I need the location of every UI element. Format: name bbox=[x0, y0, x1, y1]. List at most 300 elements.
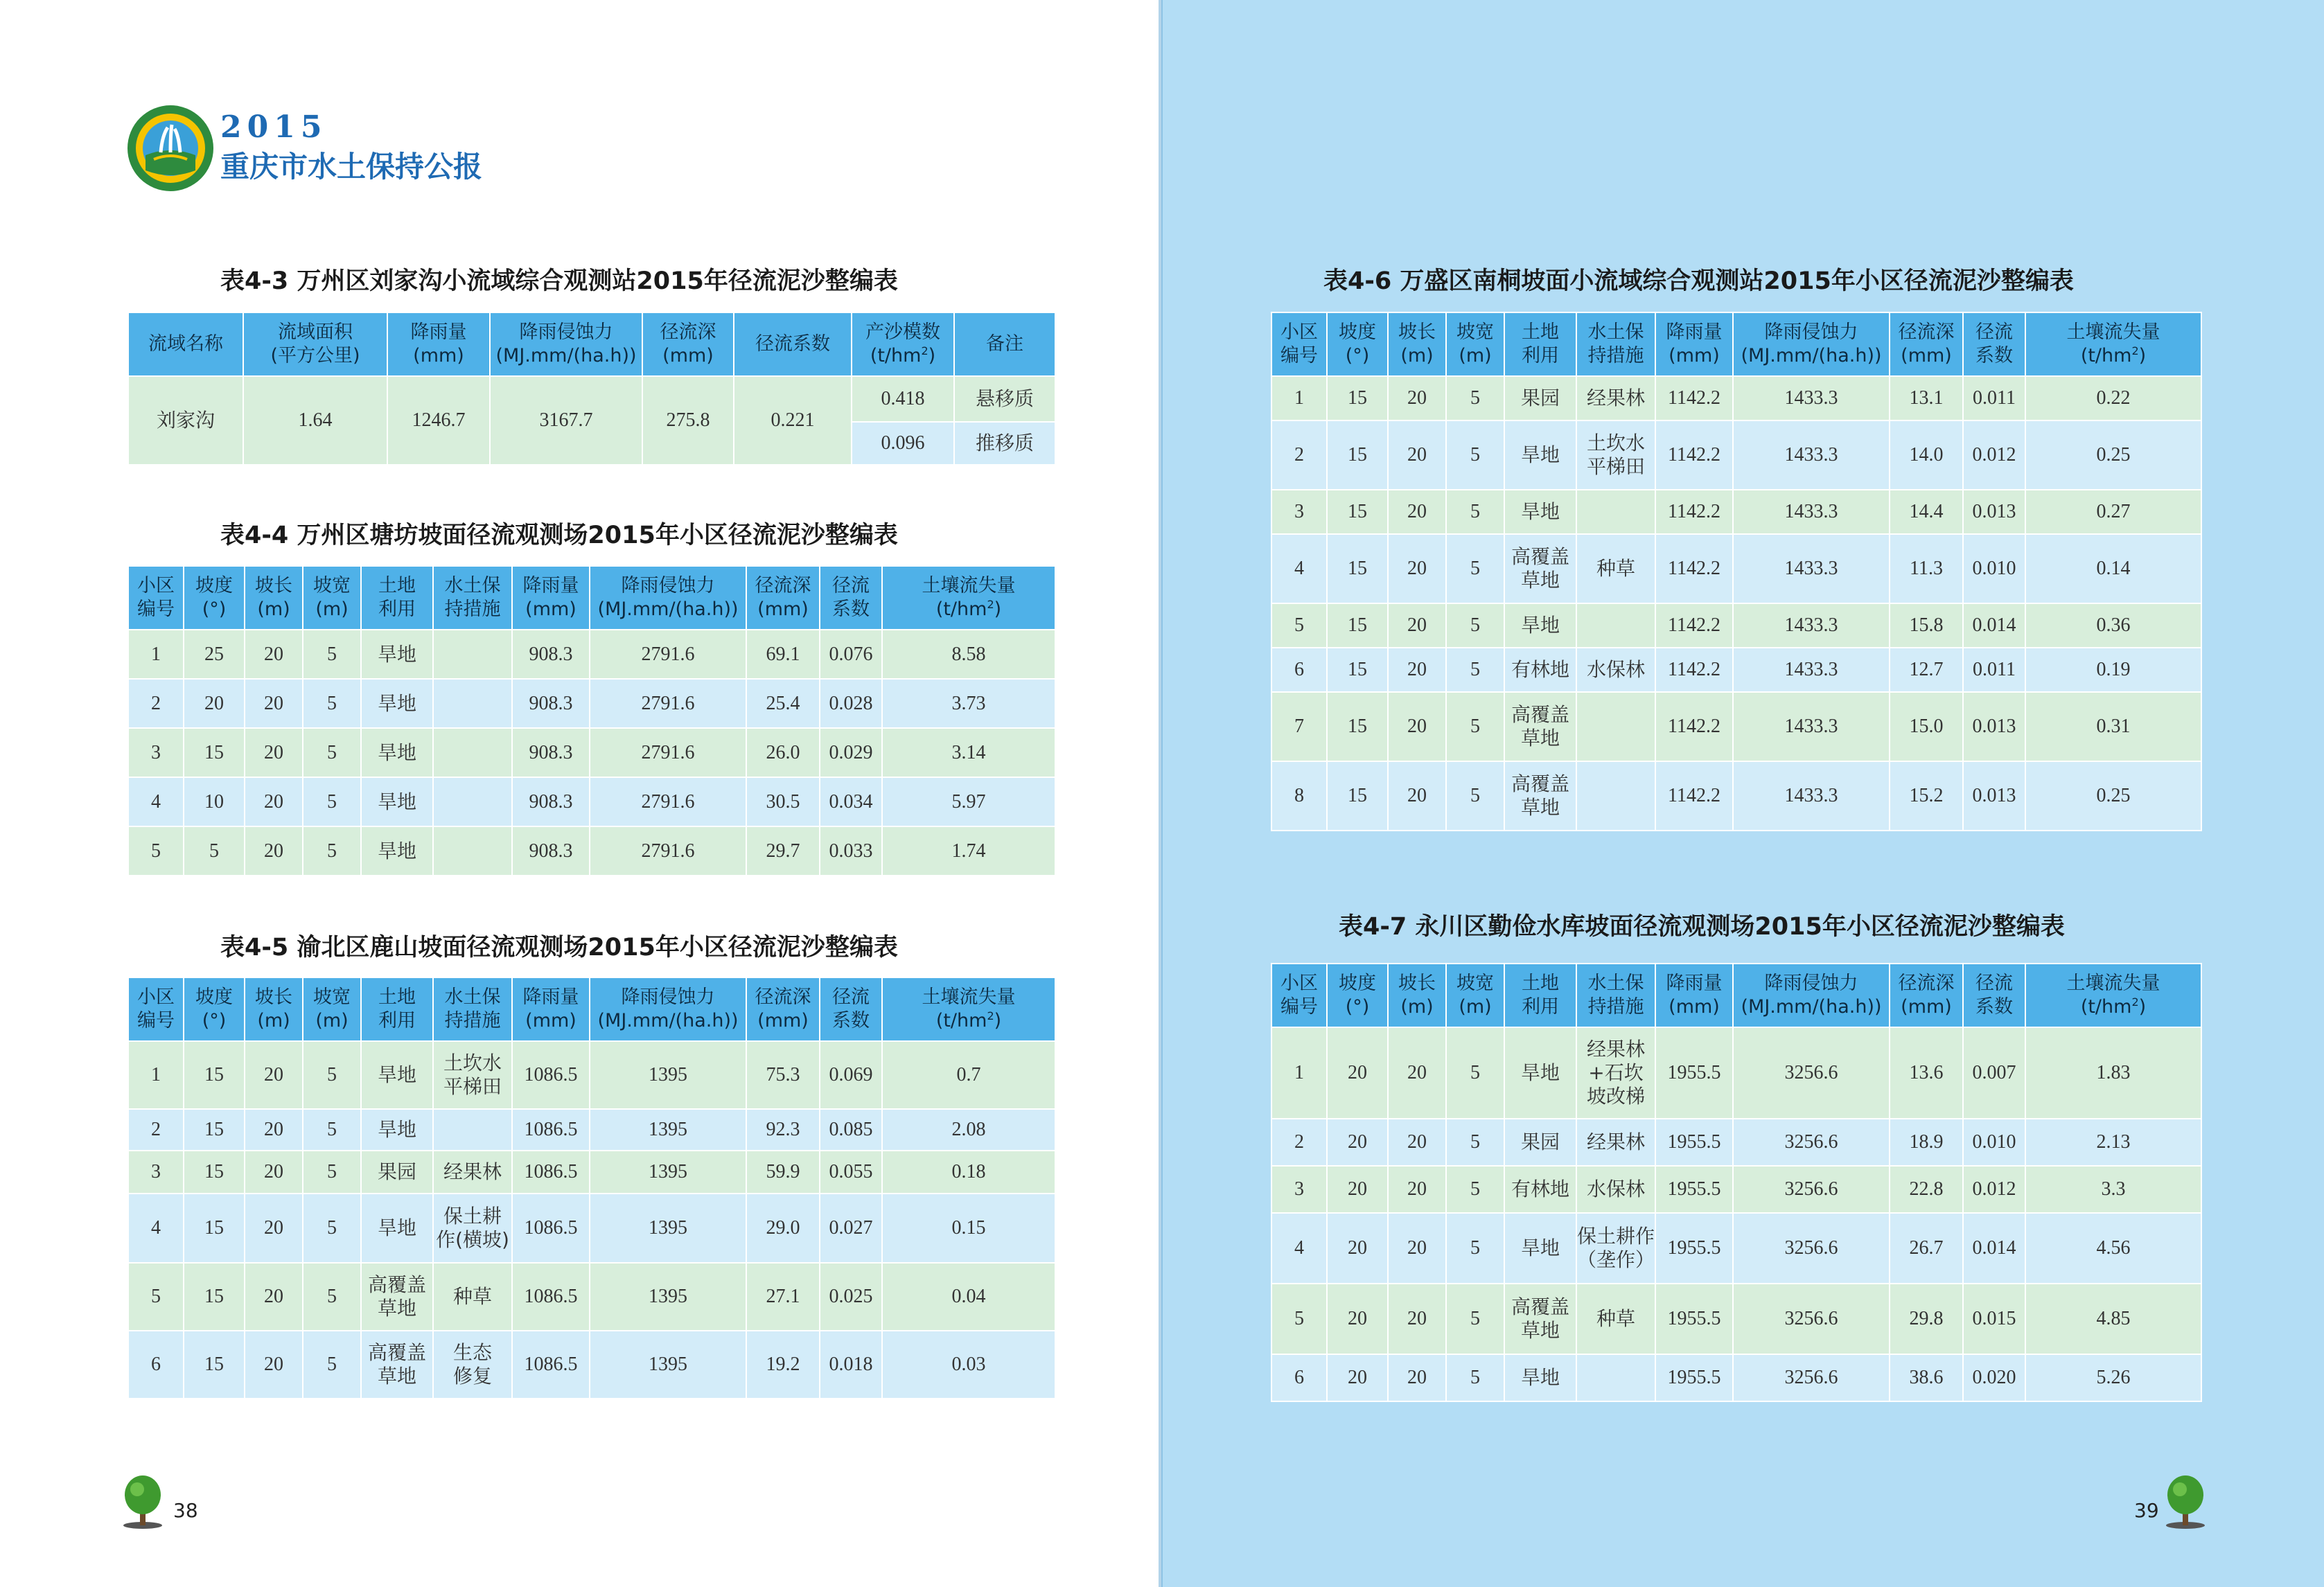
table-cell: 旱地 bbox=[1504, 603, 1576, 648]
header-cell: 备注 bbox=[954, 312, 1055, 376]
table-cell: 20 bbox=[245, 1194, 303, 1263]
table-cell: 20 bbox=[1388, 1166, 1446, 1213]
table-cell: 20 bbox=[245, 1331, 303, 1399]
header-cell: 坡宽 (m) bbox=[303, 566, 361, 630]
table-cell: 20 bbox=[245, 1041, 303, 1109]
table-cell: 5 bbox=[1446, 761, 1504, 831]
table-cell: 1433.3 bbox=[1733, 534, 1890, 603]
table-cell bbox=[433, 630, 512, 679]
book-spine bbox=[1159, 0, 1163, 1587]
table-cell: 5 bbox=[184, 826, 245, 876]
table-cell: 5 bbox=[303, 679, 361, 728]
table-cell: 38.6 bbox=[1890, 1354, 1963, 1401]
table-4-6-caption: 表4-6 万盛区南桐坡面小流域综合观测站2015年小区径流泥沙整编表 bbox=[1323, 267, 2074, 295]
table-cell: 0.028 bbox=[820, 679, 882, 728]
table-cell: 5 bbox=[303, 1109, 361, 1151]
table-cell: 旱地 bbox=[361, 1194, 433, 1263]
table-cell: 1433.3 bbox=[1733, 603, 1890, 648]
table-cell: 3.14 bbox=[882, 728, 1055, 777]
table-cell: 5 bbox=[1446, 490, 1504, 534]
table-cell: 59.9 bbox=[746, 1151, 820, 1194]
table-row bbox=[128, 1331, 1055, 1399]
table-cell: 15 bbox=[184, 1041, 245, 1109]
table-cell: 有林地 bbox=[1504, 1166, 1576, 1213]
table-cell: 15.0 bbox=[1890, 692, 1963, 761]
table-row bbox=[1271, 1119, 2201, 1166]
table-cell: 1086.5 bbox=[512, 1194, 590, 1263]
table-cell: 20 bbox=[1388, 534, 1446, 603]
table-cell: 20 bbox=[245, 630, 303, 679]
table-cell: 0.25 bbox=[2025, 420, 2201, 490]
table-cell: 13.6 bbox=[1890, 1027, 1963, 1119]
table-cell: 908.3 bbox=[512, 728, 590, 777]
table-cell: 5 bbox=[1446, 1027, 1504, 1119]
table-cell: 15 bbox=[1327, 603, 1388, 648]
table-cell: 1.74 bbox=[882, 826, 1055, 876]
table-cell: 2 bbox=[128, 679, 184, 728]
table-row bbox=[128, 1194, 1055, 1263]
table-cell: 5.97 bbox=[882, 777, 1055, 826]
table-cell: 旱地 bbox=[361, 777, 433, 826]
table-cell: 4 bbox=[1271, 1213, 1327, 1284]
table-cell bbox=[1576, 603, 1655, 648]
table-row bbox=[1271, 1213, 2201, 1284]
table-cell: 经果林 bbox=[433, 1151, 512, 1194]
table-cell: 旱地 bbox=[361, 728, 433, 777]
table-cell: 1955.5 bbox=[1655, 1166, 1733, 1213]
table-cell: 2 bbox=[1271, 420, 1327, 490]
table-cell: 1142.2 bbox=[1655, 376, 1733, 420]
table-cell: 1955.5 bbox=[1655, 1354, 1733, 1401]
table-cell: 高覆盖 草地 bbox=[1504, 534, 1576, 603]
table-cell: 0.013 bbox=[1963, 692, 2025, 761]
header-cell: 小区 编号 bbox=[1271, 964, 1327, 1027]
table-cell: 0.007 bbox=[1963, 1027, 2025, 1119]
table-cell: 旱地 bbox=[1504, 1354, 1576, 1401]
table-cell: 3256.6 bbox=[1733, 1213, 1890, 1284]
table-cell: 20 bbox=[184, 679, 245, 728]
table-cell: 5 bbox=[303, 1194, 361, 1263]
table-cell: 908.3 bbox=[512, 777, 590, 826]
table-cell: 1433.3 bbox=[1733, 490, 1890, 534]
table-cell: 高覆盖 草地 bbox=[1504, 692, 1576, 761]
table-row bbox=[1271, 1027, 2201, 1119]
report-header bbox=[126, 104, 514, 194]
table-cell: 旱地 bbox=[361, 1041, 433, 1109]
table-cell: 20 bbox=[1388, 1213, 1446, 1284]
table-cell: 高覆盖 草地 bbox=[361, 1331, 433, 1399]
table-cell: 15 bbox=[1327, 376, 1388, 420]
table-cell: 20 bbox=[1388, 1284, 1446, 1354]
table-cell bbox=[433, 1109, 512, 1151]
table-cell: 11.3 bbox=[1890, 534, 1963, 603]
table-cell: 5 bbox=[1446, 1284, 1504, 1354]
erosivity-cell: 3167.7 bbox=[490, 376, 642, 465]
table-cell: 0.027 bbox=[820, 1194, 882, 1263]
header-cell: 坡宽 (m) bbox=[303, 977, 361, 1041]
header-cell: 水土保 持措施 bbox=[433, 566, 512, 630]
table-cell: 4 bbox=[128, 1194, 184, 1263]
table-cell: 旱地 bbox=[361, 679, 433, 728]
table-cell: 1955.5 bbox=[1655, 1284, 1733, 1354]
table-cell: 908.3 bbox=[512, 679, 590, 728]
table-cell: 5 bbox=[1271, 603, 1327, 648]
table-cell: 5 bbox=[303, 777, 361, 826]
table-cell: 0.012 bbox=[1963, 1166, 2025, 1213]
tree-icon bbox=[122, 1474, 164, 1530]
header-cell: 小区 编号 bbox=[128, 566, 184, 630]
table-cell: 20 bbox=[1327, 1284, 1388, 1354]
header-cell: 降雨侵蚀力 (MJ.mm/(ha.h)) bbox=[490, 312, 642, 376]
table-cell: 0.36 bbox=[2025, 603, 2201, 648]
table-cell: 2791.6 bbox=[590, 679, 746, 728]
header-cell: 水土保 持措施 bbox=[433, 977, 512, 1041]
table-cell: 908.3 bbox=[512, 826, 590, 876]
table-cell: 土坎水 平梯田 bbox=[1576, 420, 1655, 490]
header-cell: 径流 系数 bbox=[820, 977, 882, 1041]
table-cell: 5.26 bbox=[2025, 1354, 2201, 1401]
table-cell: 1086.5 bbox=[512, 1331, 590, 1399]
table-cell: 1433.3 bbox=[1733, 420, 1890, 490]
table-cell: 8 bbox=[1271, 761, 1327, 831]
table-cell: 5 bbox=[1446, 534, 1504, 603]
table-cell: 旱地 bbox=[1504, 420, 1576, 490]
table-cell: 1 bbox=[1271, 376, 1327, 420]
table-cell: 有林地 bbox=[1504, 648, 1576, 692]
table-cell: 2.13 bbox=[2025, 1119, 2201, 1166]
table-cell: 6 bbox=[1271, 648, 1327, 692]
header-cell: 坡度 (°) bbox=[1327, 964, 1388, 1027]
table-cell: 20 bbox=[245, 826, 303, 876]
table-cell: 旱地 bbox=[1504, 1027, 1576, 1119]
table-cell: 0.011 bbox=[1963, 648, 2025, 692]
table-row bbox=[128, 826, 1055, 876]
table-cell: 1395 bbox=[590, 1331, 746, 1399]
header-cell: 降雨量 (mm) bbox=[512, 566, 590, 630]
table-cell: 5 bbox=[128, 1263, 184, 1331]
table-cell: 0.25 bbox=[2025, 761, 2201, 831]
table-cell: 0.19 bbox=[2025, 648, 2201, 692]
table-cell bbox=[1576, 692, 1655, 761]
table-cell: 0.013 bbox=[1963, 761, 2025, 831]
table-4-4-caption: 表4-4 万州区塘坊坡面径流观测场2015年小区径流泥沙整编表 bbox=[220, 522, 898, 549]
table-cell: 1086.5 bbox=[512, 1109, 590, 1151]
table-4-4 bbox=[127, 565, 1056, 876]
header-cell: 降雨量 (mm) bbox=[387, 312, 490, 376]
table-cell: 6 bbox=[1271, 1354, 1327, 1401]
table-cell bbox=[433, 679, 512, 728]
table-4-5 bbox=[127, 977, 1056, 1399]
table-cell: 0.03 bbox=[882, 1331, 1055, 1399]
table-cell: 5 bbox=[1446, 648, 1504, 692]
table-cell: 20 bbox=[1327, 1213, 1388, 1284]
header-cell: 水土保 持措施 bbox=[1576, 312, 1655, 376]
table-cell: 20 bbox=[245, 1263, 303, 1331]
table-cell: 5 bbox=[1446, 692, 1504, 761]
table-cell: 1433.3 bbox=[1733, 692, 1890, 761]
table-cell: 高覆盖 草地 bbox=[1504, 1284, 1576, 1354]
table-cell: 4 bbox=[1271, 534, 1327, 603]
table-row bbox=[1271, 761, 2201, 831]
table-cell: 4.56 bbox=[2025, 1213, 2201, 1284]
table-cell: 14.0 bbox=[1890, 420, 1963, 490]
header-cell: 产沙模数 $(t/hm^2)$ bbox=[852, 312, 954, 376]
table-cell: 0.055 bbox=[820, 1151, 882, 1194]
table-cell: 1142.2 bbox=[1655, 534, 1733, 603]
table-cell: 果园 bbox=[1504, 376, 1576, 420]
soil-conservation-emblem-icon bbox=[126, 104, 215, 193]
header-cell: 流域名称 bbox=[128, 312, 243, 376]
table-cell: 6 bbox=[128, 1331, 184, 1399]
table-cell: 3 bbox=[128, 728, 184, 777]
table-cell bbox=[1576, 1354, 1655, 1401]
table-row bbox=[128, 1151, 1055, 1194]
table-cell: 0.7 bbox=[882, 1041, 1055, 1109]
header-cell: 径流 系数 bbox=[1963, 312, 2025, 376]
report-title: 重庆市水土保持公报 bbox=[220, 150, 483, 184]
page-number-right: 39 bbox=[2134, 1499, 2159, 1522]
table-cell: 29.8 bbox=[1890, 1284, 1963, 1354]
table-cell: 0.22 bbox=[2025, 376, 2201, 420]
table-cell bbox=[433, 777, 512, 826]
header-cell: 土地 利用 bbox=[361, 977, 433, 1041]
table-cell: 1395 bbox=[590, 1041, 746, 1109]
table-cell: 0.033 bbox=[820, 826, 882, 876]
table-cell: 1142.2 bbox=[1655, 761, 1733, 831]
table-cell: 经果林 bbox=[1576, 376, 1655, 420]
table-cell: 5 bbox=[303, 1041, 361, 1109]
table-cell: 3 bbox=[128, 1151, 184, 1194]
table-4-6 bbox=[1271, 312, 2202, 831]
table-cell: 0.020 bbox=[1963, 1354, 2025, 1401]
table-row bbox=[128, 1263, 1055, 1331]
table-cell: 15.8 bbox=[1890, 603, 1963, 648]
header-cell: 降雨量 (mm) bbox=[512, 977, 590, 1041]
table-cell: 20 bbox=[1388, 420, 1446, 490]
table-cell: 5 bbox=[303, 630, 361, 679]
table-cell: 5 bbox=[1446, 603, 1504, 648]
table-cell bbox=[433, 826, 512, 876]
table-cell: 3256.6 bbox=[1733, 1119, 1890, 1166]
table-cell: 2 bbox=[1271, 1119, 1327, 1166]
header-cell: 土地 利用 bbox=[1504, 312, 1576, 376]
header-cell: 坡长 (m) bbox=[245, 977, 303, 1041]
header-cell: 坡长 (m) bbox=[1388, 312, 1446, 376]
table-row bbox=[1271, 648, 2201, 692]
table-row bbox=[1271, 692, 2201, 761]
table-cell: 旱地 bbox=[1504, 490, 1576, 534]
table-cell: 5 bbox=[128, 826, 184, 876]
table-cell: 0.034 bbox=[820, 777, 882, 826]
header-cell: 土地 利用 bbox=[361, 566, 433, 630]
table-cell bbox=[433, 728, 512, 777]
table-cell: 15 bbox=[1327, 490, 1388, 534]
table-row bbox=[128, 679, 1055, 728]
header-cell: 土壤流失量 $(t/hm^2)$ bbox=[2025, 312, 2201, 376]
table-cell: 旱地 bbox=[361, 826, 433, 876]
table-cell: 15 bbox=[1327, 761, 1388, 831]
table-row bbox=[1271, 376, 2201, 420]
table-cell: 22.8 bbox=[1890, 1166, 1963, 1213]
table-cell: 15.2 bbox=[1890, 761, 1963, 831]
table-cell: 1395 bbox=[590, 1109, 746, 1151]
report-year: 2015 bbox=[220, 109, 328, 145]
header-cell: 径流 系数 bbox=[1963, 964, 2025, 1027]
table-4-7 bbox=[1271, 963, 2202, 1402]
header-cell: 降雨侵蚀力 (MJ.mm/(ha.h)) bbox=[1733, 964, 1890, 1027]
table-cell: 1 bbox=[1271, 1027, 1327, 1119]
table-cell: 2791.6 bbox=[590, 826, 746, 876]
table-cell: 0.029 bbox=[820, 728, 882, 777]
table-row bbox=[1271, 1166, 2201, 1213]
table-cell bbox=[1576, 490, 1655, 534]
table-cell: 果园 bbox=[1504, 1119, 1576, 1166]
table-cell: 1.83 bbox=[2025, 1027, 2201, 1119]
header-cell: 坡宽 (m) bbox=[1446, 312, 1504, 376]
table-cell: 3256.6 bbox=[1733, 1354, 1890, 1401]
table-cell: 20 bbox=[1327, 1119, 1388, 1166]
table-cell: 4.85 bbox=[2025, 1284, 2201, 1354]
rainfall-cell: 1246.7 bbox=[387, 376, 490, 465]
header-cell: 坡度 (°) bbox=[184, 566, 245, 630]
header-cell: 降雨侵蚀力 (MJ.mm/(ha.h)) bbox=[590, 977, 746, 1041]
table-cell: 0.18 bbox=[882, 1151, 1055, 1194]
table-cell: 保土耕作 （垄作） bbox=[1576, 1213, 1655, 1284]
table-cell: 1086.5 bbox=[512, 1263, 590, 1331]
table-cell: 1142.2 bbox=[1655, 648, 1733, 692]
table-cell: 3256.6 bbox=[1733, 1284, 1890, 1354]
table-cell: 3.73 bbox=[882, 679, 1055, 728]
table-cell: 1395 bbox=[590, 1194, 746, 1263]
table-cell: 10 bbox=[184, 777, 245, 826]
table-cell: 0.013 bbox=[1963, 490, 2025, 534]
sediment-cell: 0.096 bbox=[852, 422, 954, 465]
table-cell: 5 bbox=[303, 1263, 361, 1331]
header-cell: 径流深 (mm) bbox=[746, 566, 820, 630]
table-row bbox=[1271, 1354, 2201, 1401]
header-cell: 坡长 (m) bbox=[1388, 964, 1446, 1027]
table-cell: 8.58 bbox=[882, 630, 1055, 679]
table-cell: 5 bbox=[1446, 420, 1504, 490]
table-cell: 20 bbox=[1388, 603, 1446, 648]
table-row bbox=[1271, 534, 2201, 603]
table-cell: 0.015 bbox=[1963, 1284, 2025, 1354]
table-cell: 经果林 +石坎 坡改梯 bbox=[1576, 1027, 1655, 1119]
note-cell: 悬移质 bbox=[954, 376, 1055, 422]
table-cell: 26.0 bbox=[746, 728, 820, 777]
table-cell: 0.025 bbox=[820, 1263, 882, 1331]
table-row bbox=[128, 1109, 1055, 1151]
table-cell: 0.014 bbox=[1963, 603, 2025, 648]
table-cell: 0.014 bbox=[1963, 1213, 2025, 1284]
table-cell: 20 bbox=[1327, 1166, 1388, 1213]
table-cell: 20 bbox=[1388, 1027, 1446, 1119]
table-cell: 生态 修复 bbox=[433, 1331, 512, 1399]
table-row bbox=[128, 728, 1055, 777]
table-cell: 20 bbox=[245, 679, 303, 728]
table-cell: 7 bbox=[1271, 692, 1327, 761]
table-cell: 20 bbox=[1327, 1027, 1388, 1119]
table-cell: 15 bbox=[1327, 648, 1388, 692]
table-cell: 908.3 bbox=[512, 630, 590, 679]
header-cell: 径流深 (mm) bbox=[1890, 964, 1963, 1027]
table-cell: 15 bbox=[184, 1263, 245, 1331]
table-cell: 1395 bbox=[590, 1263, 746, 1331]
table-cell: 0.31 bbox=[2025, 692, 2201, 761]
table-cell: 高覆盖 草地 bbox=[1504, 761, 1576, 831]
table-cell: 14.4 bbox=[1890, 490, 1963, 534]
table-cell: 20 bbox=[245, 1109, 303, 1151]
header-cell: 土壤流失量 $(t/hm^2)$ bbox=[882, 566, 1055, 630]
table-cell: 0.085 bbox=[820, 1109, 882, 1151]
table-cell: 5 bbox=[303, 728, 361, 777]
table-cell: 3.3 bbox=[2025, 1166, 2201, 1213]
table-cell: 0.076 bbox=[820, 630, 882, 679]
table-cell: 1433.3 bbox=[1733, 376, 1890, 420]
table-cell: 15 bbox=[184, 1331, 245, 1399]
table-row bbox=[1271, 603, 2201, 648]
table-cell: 0.018 bbox=[820, 1331, 882, 1399]
header-cell: 坡度 (°) bbox=[1327, 312, 1388, 376]
table-cell: 4 bbox=[128, 777, 184, 826]
table-cell: 1142.2 bbox=[1655, 420, 1733, 490]
table-cell: 26.7 bbox=[1890, 1213, 1963, 1284]
table-cell: 种草 bbox=[1576, 534, 1655, 603]
table-cell: 92.3 bbox=[746, 1109, 820, 1151]
table-cell: 20 bbox=[245, 777, 303, 826]
table-cell: 0.011 bbox=[1963, 376, 2025, 420]
table-cell: 1395 bbox=[590, 1151, 746, 1194]
table-cell: 0.27 bbox=[2025, 490, 2201, 534]
header-cell: 小区 编号 bbox=[1271, 312, 1327, 376]
header-cell: 小区 编号 bbox=[128, 977, 184, 1041]
table-cell: 20 bbox=[1388, 648, 1446, 692]
table-cell: 20 bbox=[245, 1151, 303, 1194]
table-cell: 5 bbox=[1446, 1119, 1504, 1166]
table-cell: 5 bbox=[1446, 376, 1504, 420]
header-cell: 径流系数 bbox=[734, 312, 852, 376]
header-cell: 流域面积 (平方公里) bbox=[243, 312, 387, 376]
table-4-3 bbox=[127, 312, 1056, 466]
table-cell: 0.010 bbox=[1963, 534, 2025, 603]
table-cell: 20 bbox=[1388, 376, 1446, 420]
table-cell: 20 bbox=[1327, 1354, 1388, 1401]
table-cell: 0.012 bbox=[1963, 420, 2025, 490]
header-cell: 坡长 (m) bbox=[245, 566, 303, 630]
table-cell: 3256.6 bbox=[1733, 1166, 1890, 1213]
table-cell: 27.1 bbox=[746, 1263, 820, 1331]
table-cell: 15 bbox=[184, 728, 245, 777]
tree-icon bbox=[2165, 1474, 2206, 1530]
table-cell: 3 bbox=[1271, 1166, 1327, 1213]
table-cell: 12.7 bbox=[1890, 648, 1963, 692]
table-cell: 15 bbox=[184, 1109, 245, 1151]
table-cell: 1 bbox=[128, 1041, 184, 1109]
table-cell: 种草 bbox=[1576, 1284, 1655, 1354]
table-cell: 18.9 bbox=[1890, 1119, 1963, 1166]
table-cell: 13.1 bbox=[1890, 376, 1963, 420]
table-cell: 种草 bbox=[433, 1263, 512, 1331]
table-cell: 5 bbox=[1271, 1284, 1327, 1354]
table-cell: 1086.5 bbox=[512, 1041, 590, 1109]
header-cell: 土地 利用 bbox=[1504, 964, 1576, 1027]
table-cell: 2 bbox=[128, 1109, 184, 1151]
basin-area-cell: 1.64 bbox=[243, 376, 387, 465]
table-cell: 5 bbox=[303, 1151, 361, 1194]
table-cell: 1433.3 bbox=[1733, 761, 1890, 831]
table-4-3-caption: 表4-3 万州区刘家沟小流域综合观测站2015年径流泥沙整编表 bbox=[220, 267, 898, 295]
table-row bbox=[1271, 490, 2201, 534]
